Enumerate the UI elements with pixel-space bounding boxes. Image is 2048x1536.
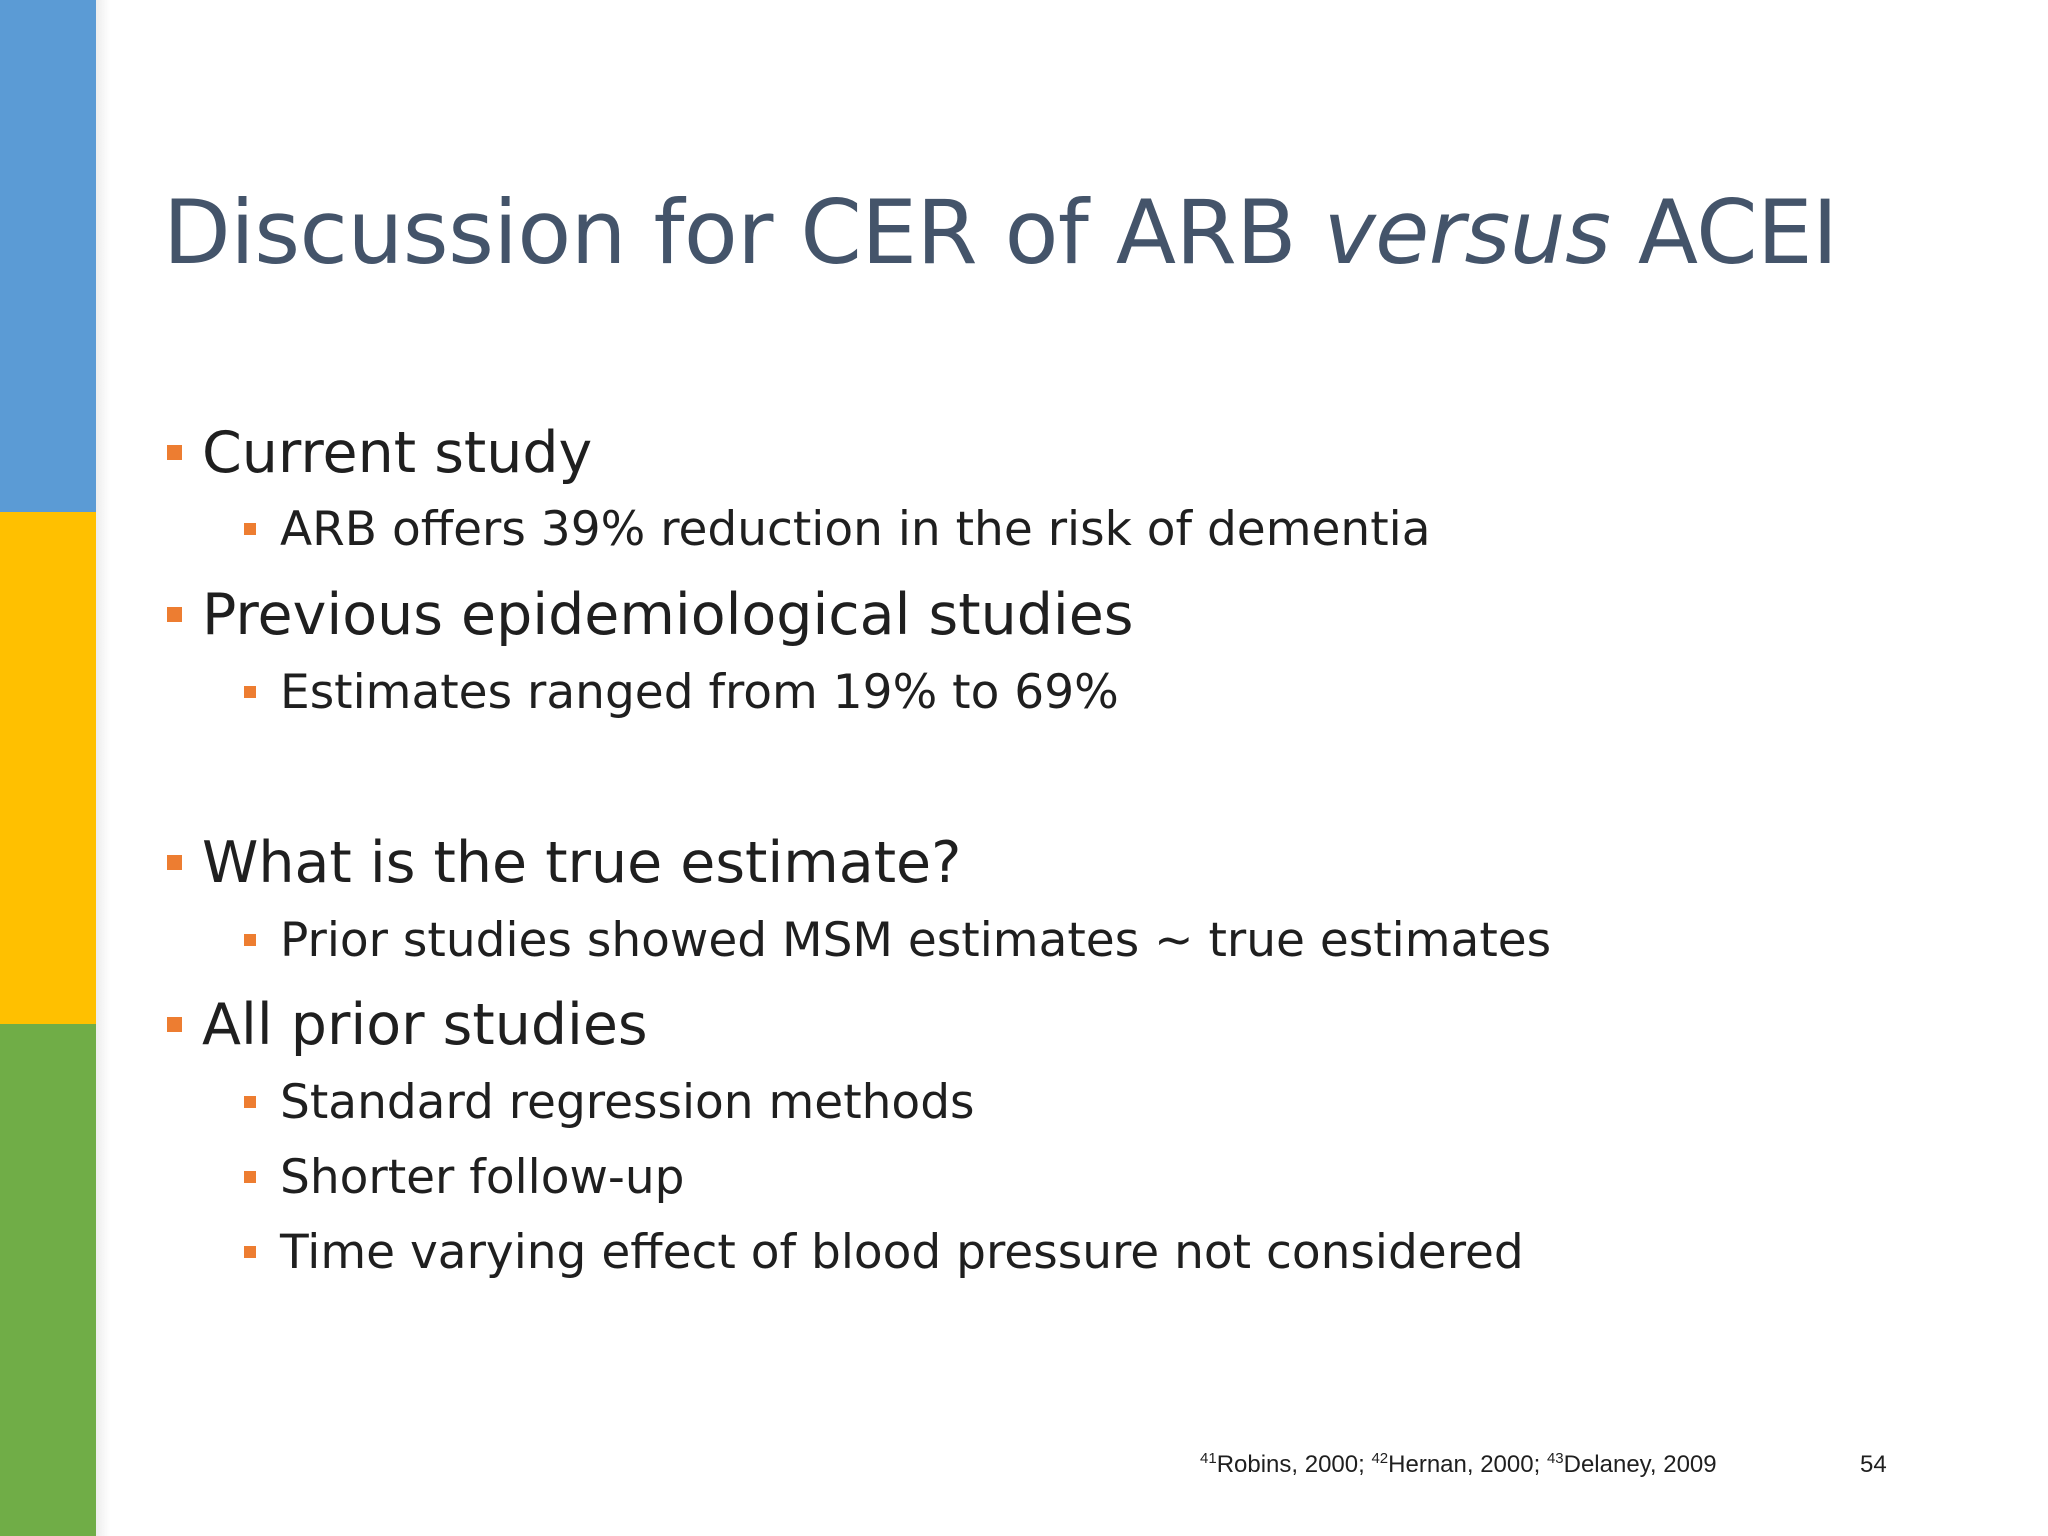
reference-number: 43	[1546, 1450, 1564, 1467]
title-text-end: ACEI	[1610, 181, 1838, 284]
bullet-marker	[244, 523, 256, 535]
bullet-text-level2: Prior studies showed MSM estimates ~ true estimates	[280, 913, 1552, 968]
bullet-text-level2: ARB offers 39% reduction in the risk of dementia	[280, 502, 1431, 557]
accent-band-shadow	[96, 0, 110, 1536]
references-footer	[1200, 1450, 1717, 1480]
title-text-start: Discussion for CER of ARB	[163, 181, 1324, 284]
bullet-marker	[167, 1017, 182, 1032]
bullet-text-level1: Previous epidemiological studies	[202, 582, 1134, 648]
accent-band-green	[0, 1024, 96, 1536]
accent-band-yellow	[0, 512, 96, 1024]
bullet-marker	[244, 1246, 256, 1258]
bullet-text-level1: Current study	[202, 420, 593, 486]
reference-text: Delaney, 2009	[1563, 1451, 1717, 1478]
bullet-text-level1: All prior studies	[202, 992, 648, 1058]
bullet-text-level2: Time varying effect of blood pressure not considered	[280, 1225, 1524, 1280]
bullet-marker	[167, 855, 182, 870]
title-text-italic: versus	[1323, 181, 1611, 284]
bullet-marker	[167, 445, 182, 460]
accent-band-blue	[0, 0, 96, 512]
reference-number: 41	[1200, 1450, 1217, 1467]
bullet-marker	[244, 1096, 256, 1108]
bullet-marker	[244, 934, 256, 946]
bullet-text-level2: Standard regression methods	[280, 1075, 975, 1130]
bullet-marker	[244, 686, 256, 698]
reference-number: 42	[1371, 1450, 1389, 1467]
reference-text: Hernan, 2000;	[1388, 1451, 1547, 1478]
reference-text: Robins, 2000;	[1216, 1451, 1372, 1478]
bullet-marker	[244, 1171, 256, 1183]
slide-title	[163, 178, 1838, 288]
bullet-marker	[167, 607, 182, 622]
bullet-text-level1: What is the true estimate?	[202, 830, 962, 896]
bullet-text-level2: Estimates ranged from 19% to 69%	[280, 665, 1119, 720]
bullet-text-level2: Shorter follow-up	[280, 1150, 685, 1205]
page-number: 54	[1860, 1451, 1887, 1478]
